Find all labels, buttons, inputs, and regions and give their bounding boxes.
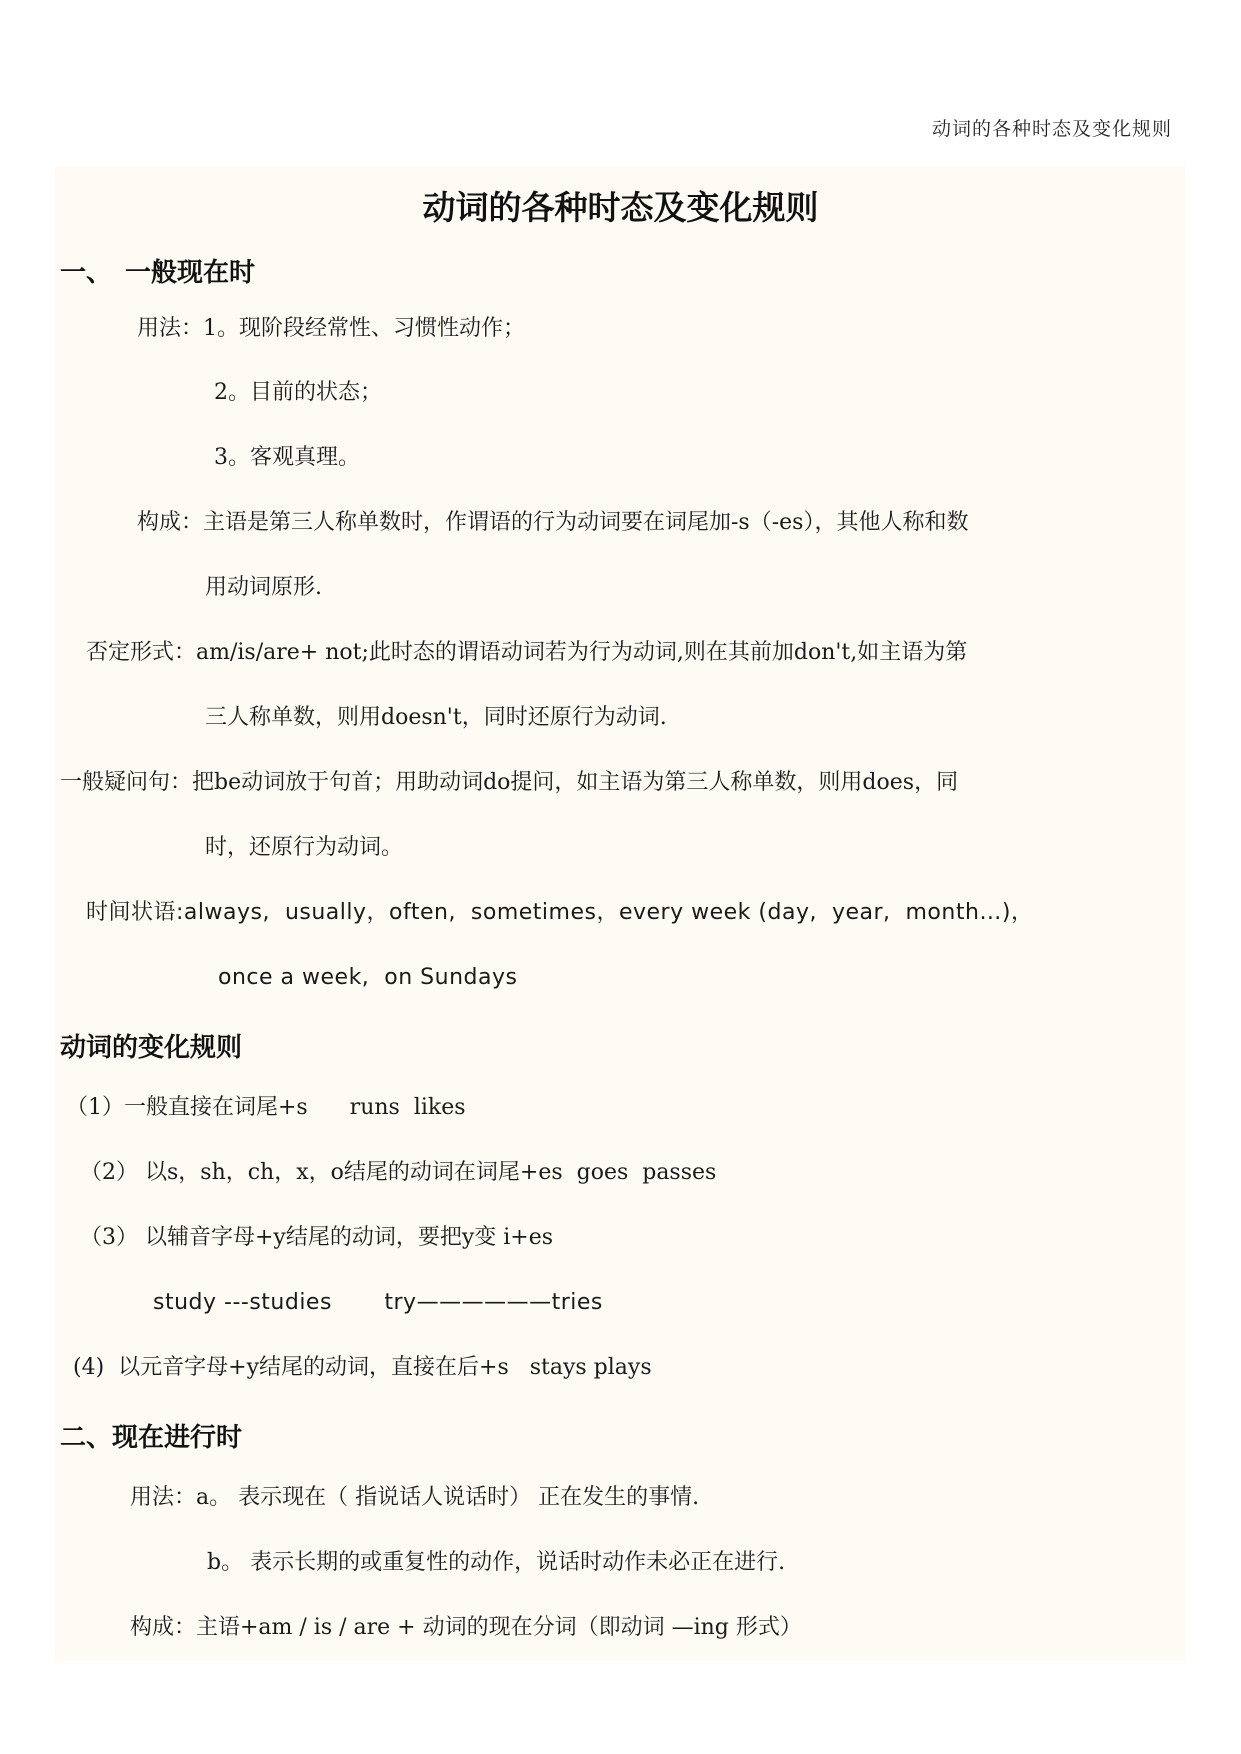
adverbial-line-1: 时间状语:always, usually，often, sometimes，every week (day, year, month…)， [86, 900, 1034, 925]
section-heading-present-continuous: 二、现在进行时 [60, 1423, 243, 1453]
adverbial-line-2: once a week, on Sundays [218, 965, 518, 990]
running-header: 动词的各种时态及变化规则 [931, 118, 1172, 140]
structure-line: 构成：主语+am / is / are + 动词的现在分词（即动词 —ing 形式） [130, 1615, 802, 1640]
usage-a: 用法：a。 表示现在（ 指说话人说话时） 正在发生的事情. [130, 1485, 700, 1510]
section-heading-present-simple: 一、 一般现在时 [60, 258, 256, 288]
usage-b: b。 表示长期的或重复性的动作，说话时动作未必正在进行. [207, 1550, 786, 1575]
section-heading-verb-rules: 动词的变化规则 [60, 1033, 243, 1063]
negative-form-line-2: 三人称单数，则用doesn't，同时还原行为动词. [205, 705, 667, 730]
rule-3-example: study ---studies try——————tries [153, 1290, 603, 1315]
rule-4: (4) 以元音字母+y结尾的动词，直接在后+s stays plays [73, 1355, 652, 1380]
structure-line-1: 构成：主语是第三人称单数时，作谓语的行为动词要在词尾加-s（-es），其他人称和数 [137, 510, 969, 535]
rule-2: （2） 以s，sh，ch，x，o结尾的动词在词尾+es goes passes [80, 1160, 717, 1185]
usage-line-2: 2。目前的状态； [214, 380, 382, 405]
question-line-2: 时，还原行为动词。 [205, 835, 404, 860]
document-title: 动词的各种时态及变化规则 [422, 188, 819, 227]
negative-form-line-1: 否定形式：am/is/are+ not;此时态的谓语动词若为行为动词,则在其前加don't,如主语为第 [86, 640, 968, 665]
usage-line-3: 3。客观真理。 [214, 445, 360, 470]
question-line-1: 一般疑问句：把be动词放于句首；用助动词do提问，如主语为第三人称单数，则用does，同 [60, 770, 959, 795]
rule-3: （3） 以辅音字母+y结尾的动词，要把y变 i+es [80, 1225, 554, 1250]
structure-line-2: 用动词原形. [205, 575, 322, 600]
usage-line-1: 用法：1。现阶段经常性、习惯性动作； [137, 316, 525, 341]
rule-1: （1）一般直接在词尾+s runs likes [66, 1095, 466, 1120]
